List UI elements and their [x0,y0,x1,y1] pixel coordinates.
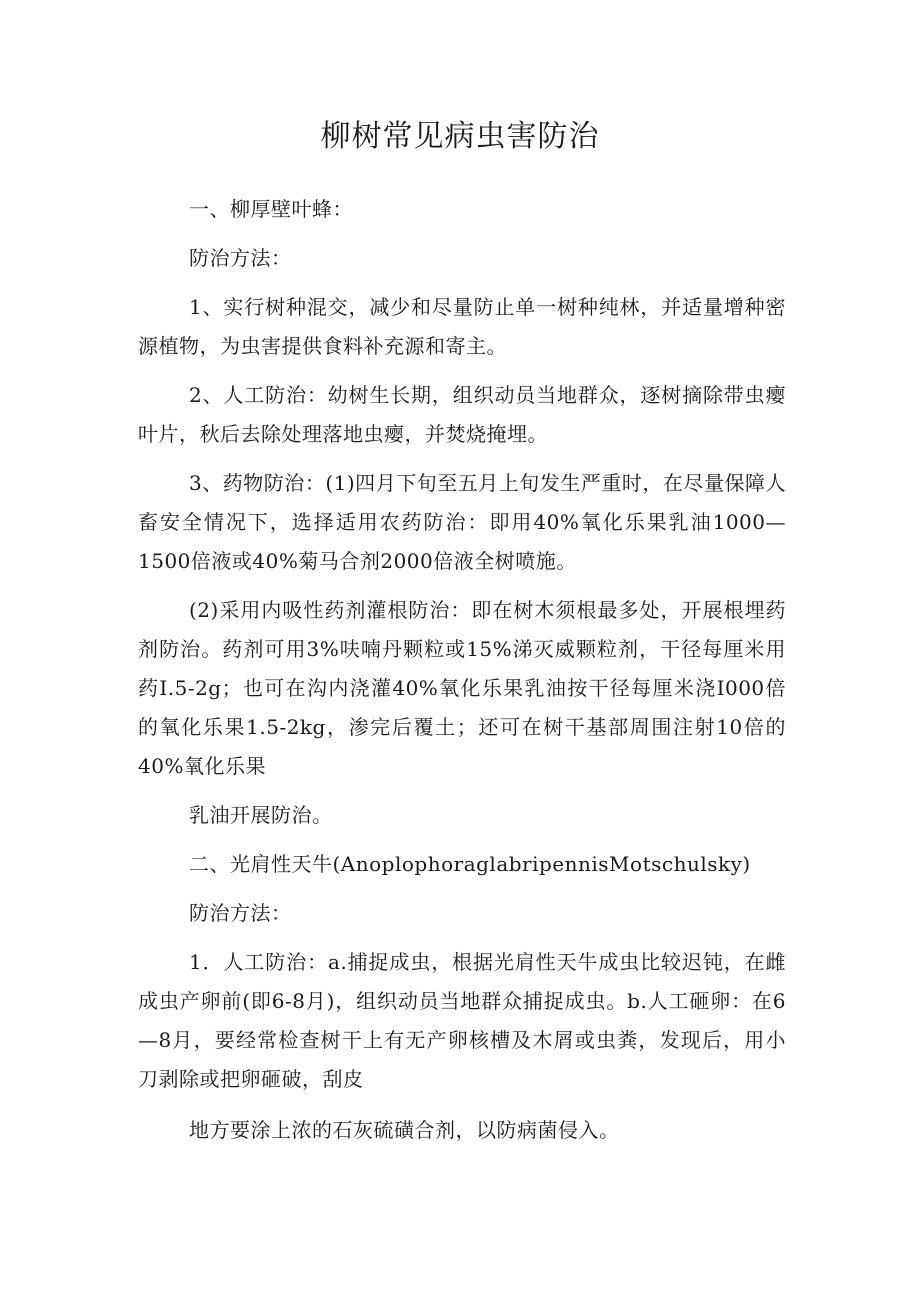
section-heading-2: 二、光肩性天牛(AnoplophoraglabripennisMotschulsky) [189,852,751,876]
document-title: 柳树常见病虫害防治 [320,119,600,154]
paragraph-chemical-control: 3、药物防治：(1)四月下旬至五月上旬发生严重时，在尽量保障人畜安全情况下，选择适用农药防治：即用40%氧化乐果乳油1000—1500倍液或40%菊马合剂2000倍液全树喷施。 [138,471,786,573]
paragraph-mixed-planting: 1、实行树种混交，减少和尽量防止单一树种纯林，并适量增种密源植物，为虫害提供食料补充源和寄主。 [138,295,786,358]
method-heading-1: 防治方法： [189,246,292,270]
document-body [138,190,786,1150]
paragraph-lime-sulfur: 地方要涂上浓的石灰硫磺合剂，以防病菌侵入。 [189,1118,620,1142]
paragraph-beetle-manual-control: 1．人工防治：a.捕捉成虫，根据光肩性天牛成虫比较迟钝，在雌成虫产卵前(即6-8月)，组织动员当地群众捕捉成虫。b.人工砸卵：在6—8月，要经常检查树干上有无产卵核槽及木屑或虫粪，发现后，用小刀剥除或把卵砸破，刮皮 [138,950,786,1091]
section-heading-1: 一、柳厚壁叶蜂： [189,197,353,221]
paragraph-continuation: 乳油开展防治。 [189,803,333,827]
method-heading-2: 防治方法： [189,901,292,925]
paragraph-manual-control: 2、人工防治：幼树生长期，组织动员当地群众，逐树摘除带虫瘿叶片，秋后去除处理落地虫瘿，并焚烧掩埋。 [138,383,786,446]
paragraph-root-treatment: (2)采用内吸性药剂灌根防治：即在树木须根最多处，开展根埋药剂防治。药剂可用3%呋喃丹颗粒或15%涕灭威颗粒剂，干径每厘米用药I.5-2g；也可在沟内浇灌40%氧化乐果乳油按干径每厘米浇I000倍的氧化乐果1.5-2kg，渗完后覆土；还可在树干基部周围注射10倍的40%氧化乐果 [138,598,786,778]
